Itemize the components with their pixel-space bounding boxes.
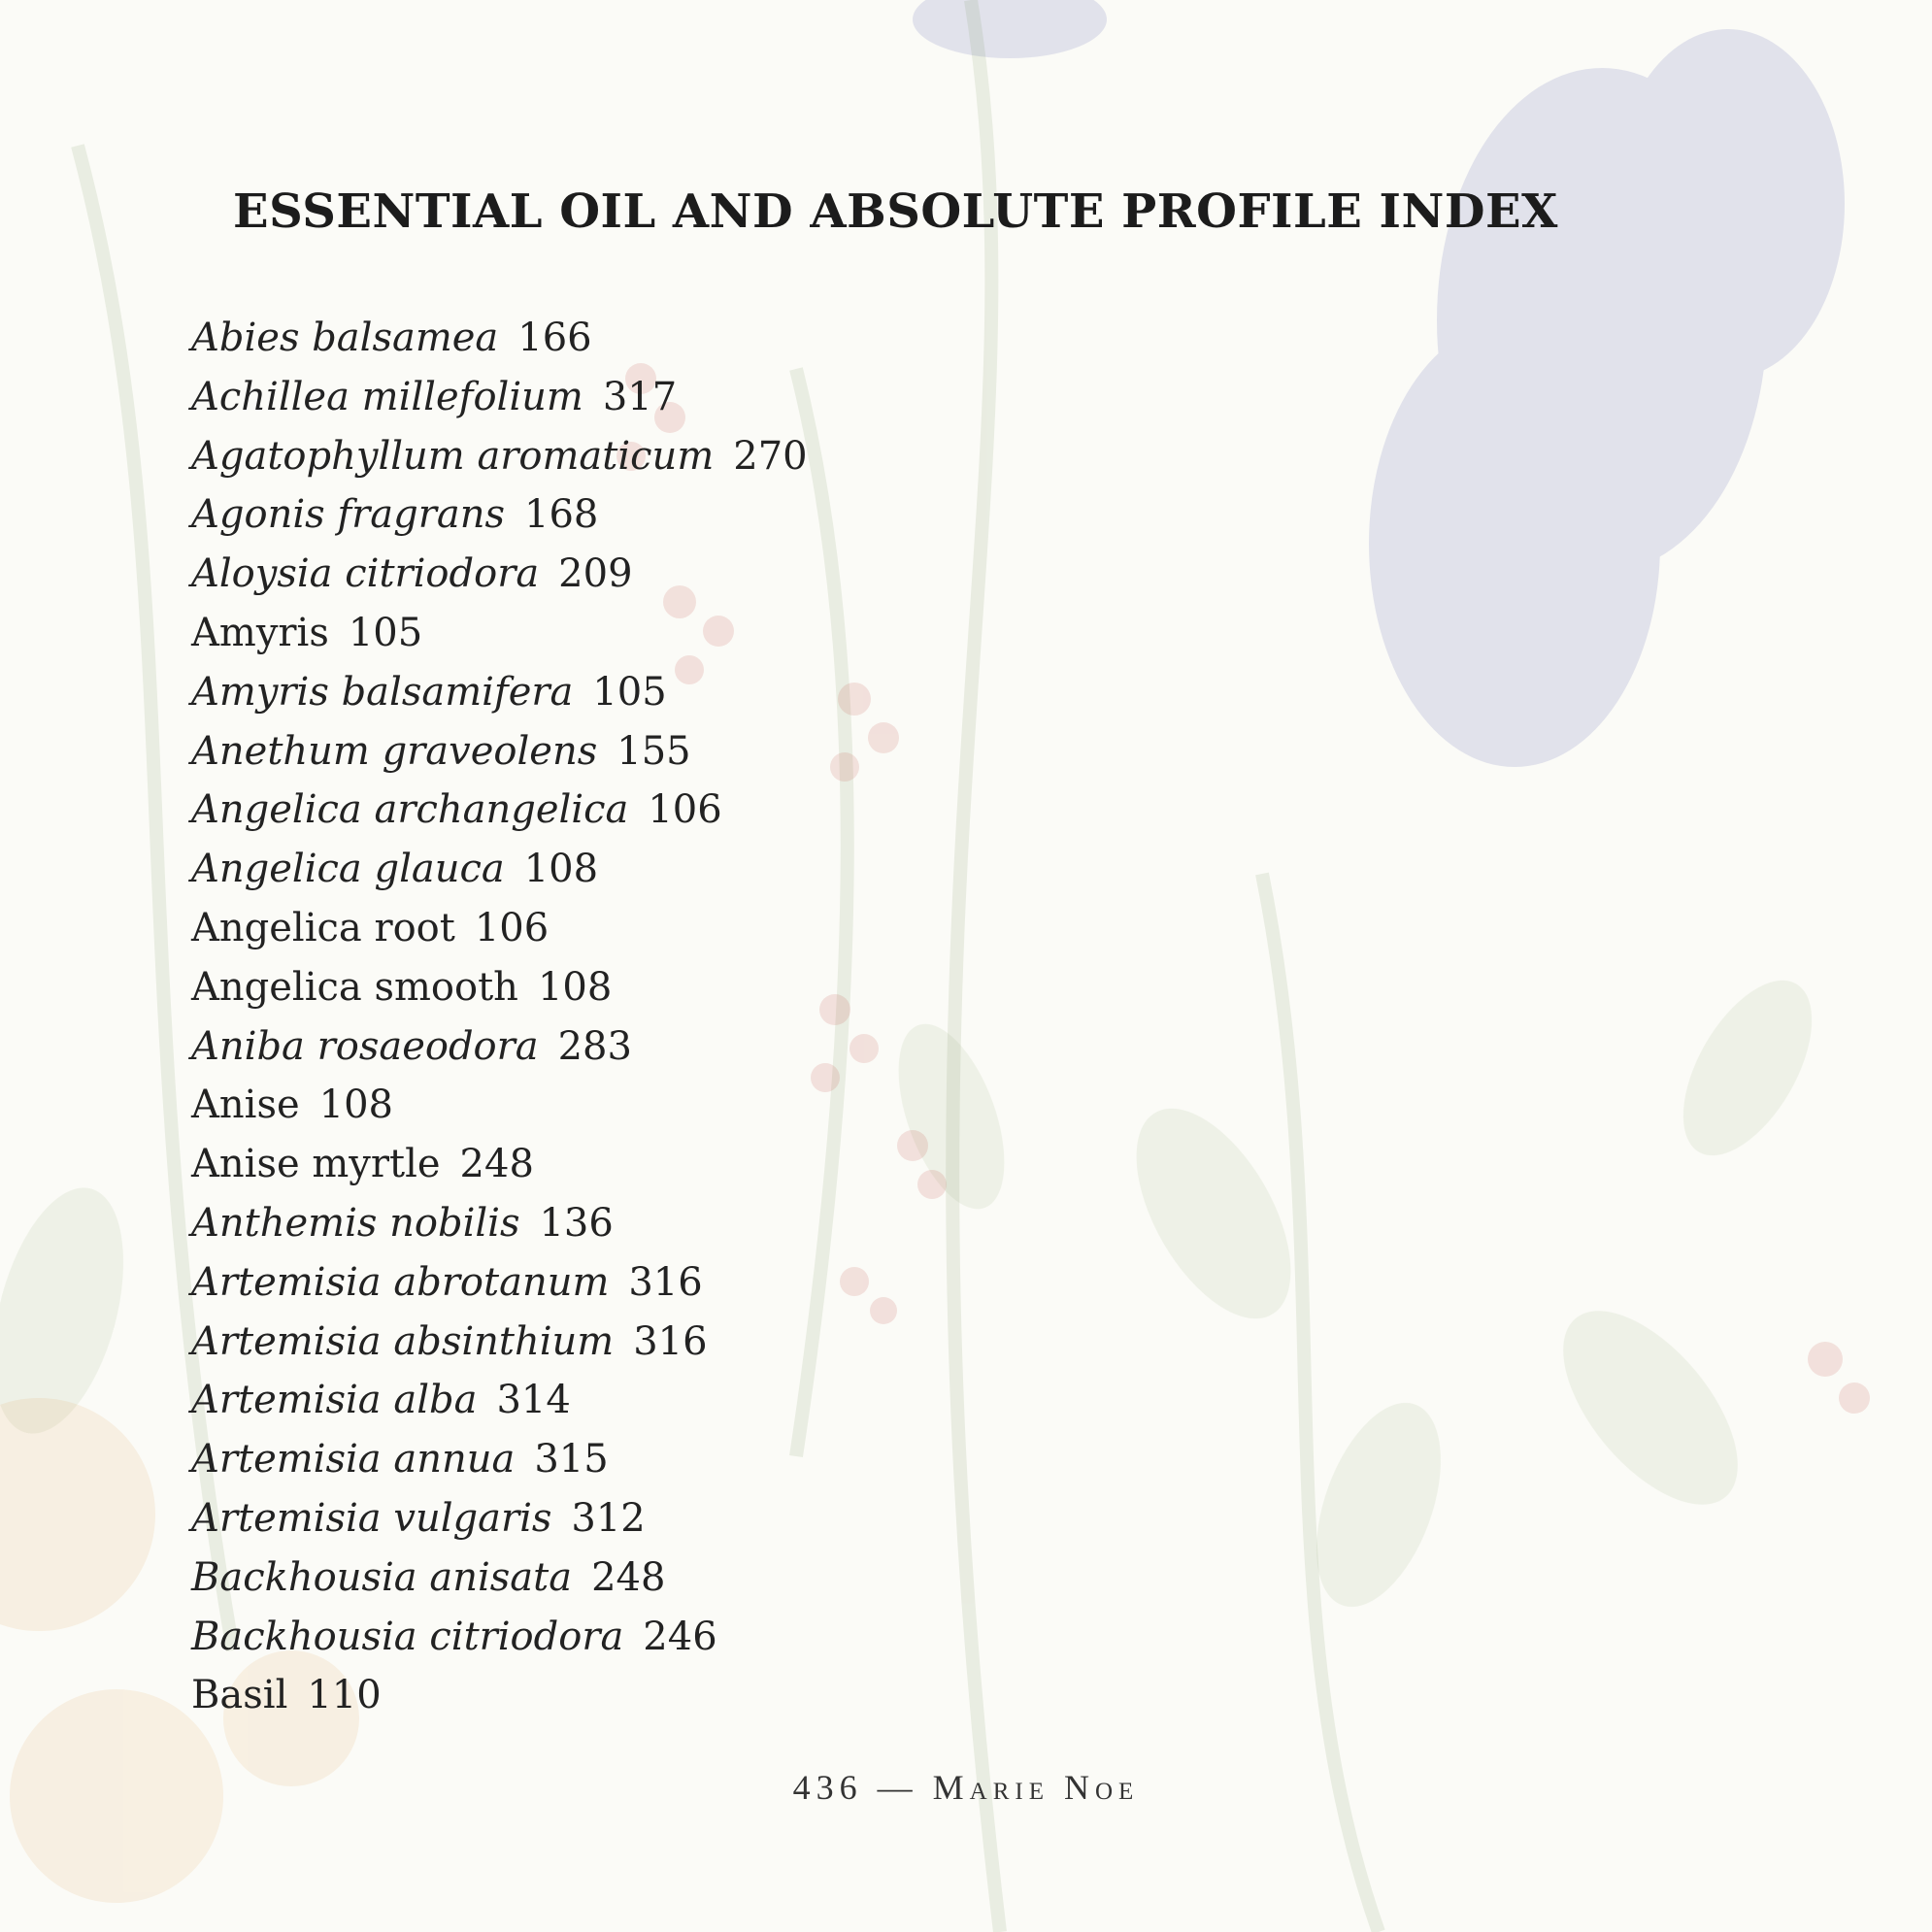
index-entry-term: Artemisia annua: [191, 1437, 516, 1482]
index-entry-term: Agatophyllum aromaticum: [191, 433, 715, 479]
index-entry-page-number: 248: [591, 1554, 666, 1600]
index-entry-term: Backhousia anisata: [191, 1554, 573, 1600]
lavender-spike-art: [913, 0, 1845, 767]
index-entry-term: Artemisia alba: [191, 1378, 478, 1423]
index-entry-term: Amyris: [191, 610, 329, 655]
footer-page-number: 436: [792, 1768, 863, 1807]
index-entry-page-number: 317: [602, 374, 678, 419]
index-entry-page-number: 110: [307, 1673, 382, 1718]
index-entry-page-number: 155: [616, 728, 691, 774]
index-entry: [191, 368, 808, 427]
index-entry: [191, 840, 808, 899]
index-entry-page-number: 246: [643, 1614, 717, 1659]
index-entry: [191, 1313, 808, 1372]
index-entry: [191, 1549, 808, 1608]
index-entry: [191, 604, 808, 663]
index-entry: [191, 427, 808, 486]
index-entry-list: [191, 309, 808, 1725]
index-entry: [191, 485, 808, 545]
index-entry-term: Aniba rosaeodora: [191, 1023, 539, 1069]
index-entry-page-number: 166: [517, 316, 592, 360]
index-entry: [191, 1430, 808, 1489]
index-entry-term: Angelica glauca: [191, 847, 505, 892]
index-entry: [191, 1135, 808, 1194]
index-entry: [191, 309, 808, 368]
index-entry-term: Angelica smooth: [191, 964, 518, 1010]
index-entry-page-number: 168: [524, 492, 599, 538]
index-entry-term: Angelica archangelica: [191, 787, 629, 833]
index-entry: [191, 1489, 808, 1549]
index-entry-page-number: 108: [318, 1083, 393, 1128]
index-entry-page-number: 312: [571, 1495, 646, 1541]
index-entry-term: Artemisia abrotanum: [191, 1259, 610, 1305]
index-entry-page-number: 209: [558, 551, 633, 597]
index-entry-page-number: 316: [628, 1259, 703, 1305]
page-title: ESSENTIAL OIL AND ABSOLUTE PROFILE INDEX: [233, 184, 1558, 239]
index-entry-page-number: 283: [557, 1023, 632, 1069]
index-entry: [191, 1608, 808, 1667]
index-entry-term: Anise: [191, 1083, 300, 1128]
index-entry-page-number: 105: [592, 669, 667, 715]
index-entry-page-number: 108: [523, 847, 599, 892]
page-footer: [0, 1767, 1932, 1808]
index-entry-page-number: 270: [733, 433, 808, 479]
index-entry: [191, 663, 808, 722]
footer-separator: —: [877, 1768, 918, 1807]
index-entry-term: Agonis fragrans: [191, 492, 506, 538]
index-entry: [191, 722, 808, 782]
index-entry: [191, 545, 808, 604]
index-entry: [191, 899, 808, 958]
index-entry-term: Angelica root: [191, 905, 455, 950]
index-entry-term: Artemisia vulgaris: [191, 1495, 552, 1541]
index-entry-term: Aloysia citriodora: [191, 551, 540, 597]
index-entry: [191, 781, 808, 840]
index-entry: [191, 1076, 808, 1135]
index-entry-term: Anthemis nobilis: [191, 1200, 520, 1246]
index-entry-page-number: 106: [474, 905, 550, 950]
index-entry-term: Anethum graveolens: [191, 728, 598, 774]
index-entry-term: Anise myrtle: [191, 1142, 441, 1187]
index-entry-page-number: 108: [537, 964, 613, 1010]
index-entry-page-number: 106: [648, 787, 722, 833]
index-entry-page-number: 314: [496, 1378, 571, 1423]
index-entry: [191, 1194, 808, 1253]
index-entry-term: Artemisia absinthium: [191, 1318, 615, 1364]
index-entry: [191, 958, 808, 1017]
index-entry-term: Backhousia citriodora: [191, 1614, 624, 1659]
index-entry-page-number: 248: [459, 1142, 534, 1187]
index-entry-term: Abies balsamea: [191, 316, 499, 360]
index-entry-page-number: 105: [348, 610, 423, 655]
index-entry: [191, 1253, 808, 1313]
index-entry: [191, 1017, 808, 1077]
index-entry-page-number: 316: [633, 1318, 708, 1364]
index-entry-term: Achillea millefolium: [191, 374, 583, 419]
index-entry-term: Basil: [191, 1673, 288, 1718]
index-entry-term: Amyris balsamifera: [191, 669, 574, 715]
index-entry: [191, 1371, 808, 1430]
index-entry: [191, 1666, 808, 1725]
footer-author: Marie Noe: [932, 1768, 1140, 1807]
index-entry-page-number: 136: [539, 1200, 614, 1246]
index-entry-page-number: 315: [534, 1437, 609, 1482]
